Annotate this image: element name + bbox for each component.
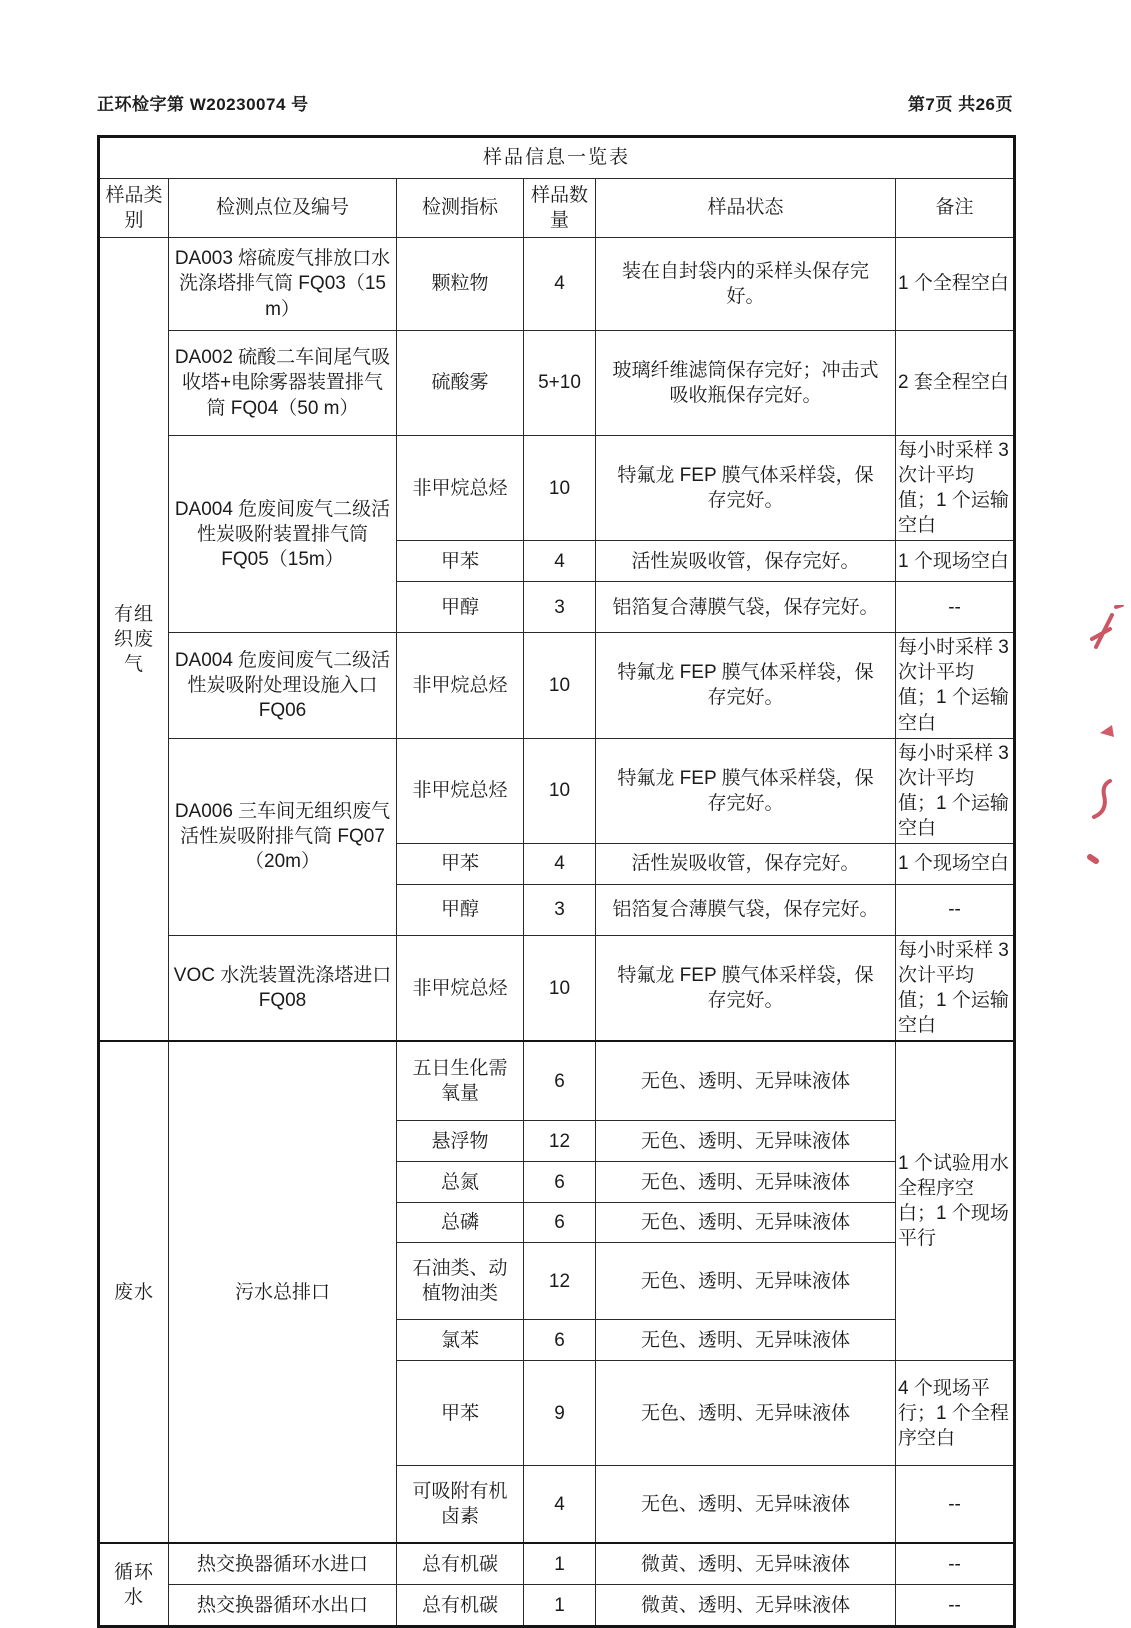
page-header [97, 90, 1013, 115]
point-sewage-outlet: 污水总排口 [169, 1041, 397, 1543]
table-row [99, 238, 1015, 331]
remark: 1 个现场空白 [896, 843, 1015, 884]
point-fq07: DA006 三车间无组织废气活性炭吸附排气筒 FQ07（20m） [169, 738, 397, 935]
col-header-quantity: 样品数量 [524, 179, 596, 238]
quantity: 12 [524, 1121, 596, 1162]
sample-status: 特氟龙 FEP 膜气体采样袋，保存完好。 [596, 633, 896, 738]
remark: 每小时采样 3 次计平均值；1 个运输空白 [896, 738, 1015, 843]
sample-status: 无色、透明、无异味液体 [596, 1466, 896, 1544]
sample-status: 无色、透明、无异味液体 [596, 1041, 896, 1121]
indicator: 非甲烷总烃 [397, 633, 524, 738]
sample-status: 特氟龙 FEP 膜气体采样袋，保存完好。 [596, 738, 896, 843]
point-fq03: DA003 熔硫废气排放口水洗涤塔排气筒 FQ03（15 m） [169, 238, 397, 331]
indicator: 非甲烷总烃 [397, 935, 524, 1041]
remark: 1 个试验用水全程序空白；1 个现场平行 [896, 1041, 1015, 1361]
indicator: 可吸附有机卤素 [397, 1466, 524, 1544]
table-title: 样品信息一览表 [99, 137, 1015, 179]
quantity: 4 [524, 238, 596, 331]
quantity: 10 [524, 738, 596, 843]
remark: 1 个全程空白 [896, 238, 1015, 331]
table-row [99, 1543, 1015, 1585]
point-fq04: DA002 硫酸二车间尾气吸收塔+电除雾器装置排气筒 FQ04（50 m） [169, 331, 397, 436]
red-stamp-fragments [1066, 605, 1128, 875]
point-heat-exchanger-outlet: 热交换器循环水出口 [169, 1585, 397, 1627]
remark: 每小时采样 3 次计平均值；1 个运输空白 [896, 935, 1015, 1041]
quantity: 6 [524, 1041, 596, 1121]
remark: 2 套全程空白 [896, 331, 1015, 436]
table-row [99, 1585, 1015, 1627]
remark: 每小时采样 3 次计平均值；1 个运输空白 [896, 436, 1015, 541]
indicator: 甲苯 [397, 1361, 524, 1466]
sample-status: 装在自封袋内的采样头保存完好。 [596, 238, 896, 331]
indicator: 氯苯 [397, 1320, 524, 1361]
remark: -- [896, 1543, 1015, 1585]
remark: -- [896, 582, 1015, 633]
quantity: 4 [524, 1466, 596, 1544]
sample-status: 无色、透明、无异味液体 [596, 1203, 896, 1243]
indicator: 悬浮物 [397, 1121, 524, 1162]
indicator: 甲醇 [397, 582, 524, 633]
sample-status: 微黄、透明、无异味液体 [596, 1585, 896, 1627]
remark: 每小时采样 3 次计平均值；1 个运输空白 [896, 633, 1015, 738]
quantity: 6 [524, 1320, 596, 1361]
category-circulating-water: 循环水 [99, 1543, 169, 1627]
sample-status: 微黄、透明、无异味液体 [596, 1543, 896, 1585]
point-fq05: DA004 危废间废气二级活性炭吸附装置排气筒 FQ05（15m） [169, 436, 397, 633]
indicator: 颗粒物 [397, 238, 524, 331]
sample-status: 玻璃纤维滤筒保存完好；冲击式吸收瓶保存完好。 [596, 331, 896, 436]
point-heat-exchanger-inlet: 热交换器循环水进口 [169, 1543, 397, 1585]
indicator: 硫酸雾 [397, 331, 524, 436]
quantity: 9 [524, 1361, 596, 1466]
remark: -- [896, 1466, 1015, 1544]
point-fq06: DA004 危废间废气二级活性炭吸附处理设施入口 FQ06 [169, 633, 397, 738]
col-header-indicator: 检测指标 [397, 179, 524, 238]
remark: -- [896, 1585, 1015, 1627]
quantity: 6 [524, 1162, 596, 1203]
sample-status: 无色、透明、无异味液体 [596, 1121, 896, 1162]
quantity: 1 [524, 1585, 596, 1627]
indicator: 石油类、动植物油类 [397, 1243, 524, 1320]
sample-status: 特氟龙 FEP 膜气体采样袋，保存完好。 [596, 436, 896, 541]
sample-status: 无色、透明、无异味液体 [596, 1243, 896, 1320]
quantity: 10 [524, 935, 596, 1041]
indicator: 总有机碳 [397, 1543, 524, 1585]
table-row [99, 633, 1015, 738]
table-row [99, 436, 1015, 541]
quantity: 10 [524, 436, 596, 541]
col-header-point: 检测点位及编号 [169, 179, 397, 238]
table-row [99, 1041, 1015, 1121]
quantity: 12 [524, 1243, 596, 1320]
col-header-status: 样品状态 [596, 179, 896, 238]
remark: 4 个现场平行；1 个全程序空白 [896, 1361, 1015, 1466]
indicator: 甲醇 [397, 884, 524, 935]
quantity: 6 [524, 1203, 596, 1243]
remark: 1 个现场空白 [896, 541, 1015, 582]
category-organized-gas: 有组织废气 [99, 238, 169, 1042]
table-row [99, 935, 1015, 1041]
quantity: 3 [524, 884, 596, 935]
sample-status: 铝箔复合薄膜气袋，保存完好。 [596, 582, 896, 633]
indicator: 甲苯 [397, 843, 524, 884]
quantity: 3 [524, 582, 596, 633]
indicator: 五日生化需氧量 [397, 1041, 524, 1121]
quantity: 5+10 [524, 331, 596, 436]
sample-status: 活性炭吸收管，保存完好。 [596, 541, 896, 582]
remark: -- [896, 884, 1015, 935]
indicator: 非甲烷总烃 [397, 738, 524, 843]
red-stamp-stroke-icon [1066, 605, 1128, 875]
indicator: 总氮 [397, 1162, 524, 1203]
col-header-category: 样品类别 [99, 179, 169, 238]
sample-info-table [97, 135, 1016, 1628]
table-row [99, 331, 1015, 436]
sample-status: 无色、透明、无异味液体 [596, 1320, 896, 1361]
quantity: 1 [524, 1543, 596, 1585]
indicator: 总磷 [397, 1203, 524, 1243]
table-row [99, 738, 1015, 843]
sample-status: 特氟龙 FEP 膜气体采样袋，保存完好。 [596, 935, 896, 1041]
quantity: 4 [524, 541, 596, 582]
quantity: 10 [524, 633, 596, 738]
indicator: 总有机碳 [397, 1585, 524, 1627]
category-wastewater: 废水 [99, 1041, 169, 1543]
page-number: 第7页 共26页 [907, 95, 1013, 114]
sample-status: 铝箔复合薄膜气袋，保存完好。 [596, 884, 896, 935]
report-doc-number: 正环检字第 W20230074 号 [97, 95, 309, 114]
col-header-remark: 备注 [896, 179, 1015, 238]
point-fq08: VOC 水洗装置洗涤塔进口 FQ08 [169, 935, 397, 1041]
sample-status: 无色、透明、无异味液体 [596, 1361, 896, 1466]
indicator: 非甲烷总烃 [397, 436, 524, 541]
quantity: 4 [524, 843, 596, 884]
sample-status: 活性炭吸收管，保存完好。 [596, 843, 896, 884]
sample-status: 无色、透明、无异味液体 [596, 1162, 896, 1203]
table-header-row [99, 179, 1015, 238]
indicator: 甲苯 [397, 541, 524, 582]
